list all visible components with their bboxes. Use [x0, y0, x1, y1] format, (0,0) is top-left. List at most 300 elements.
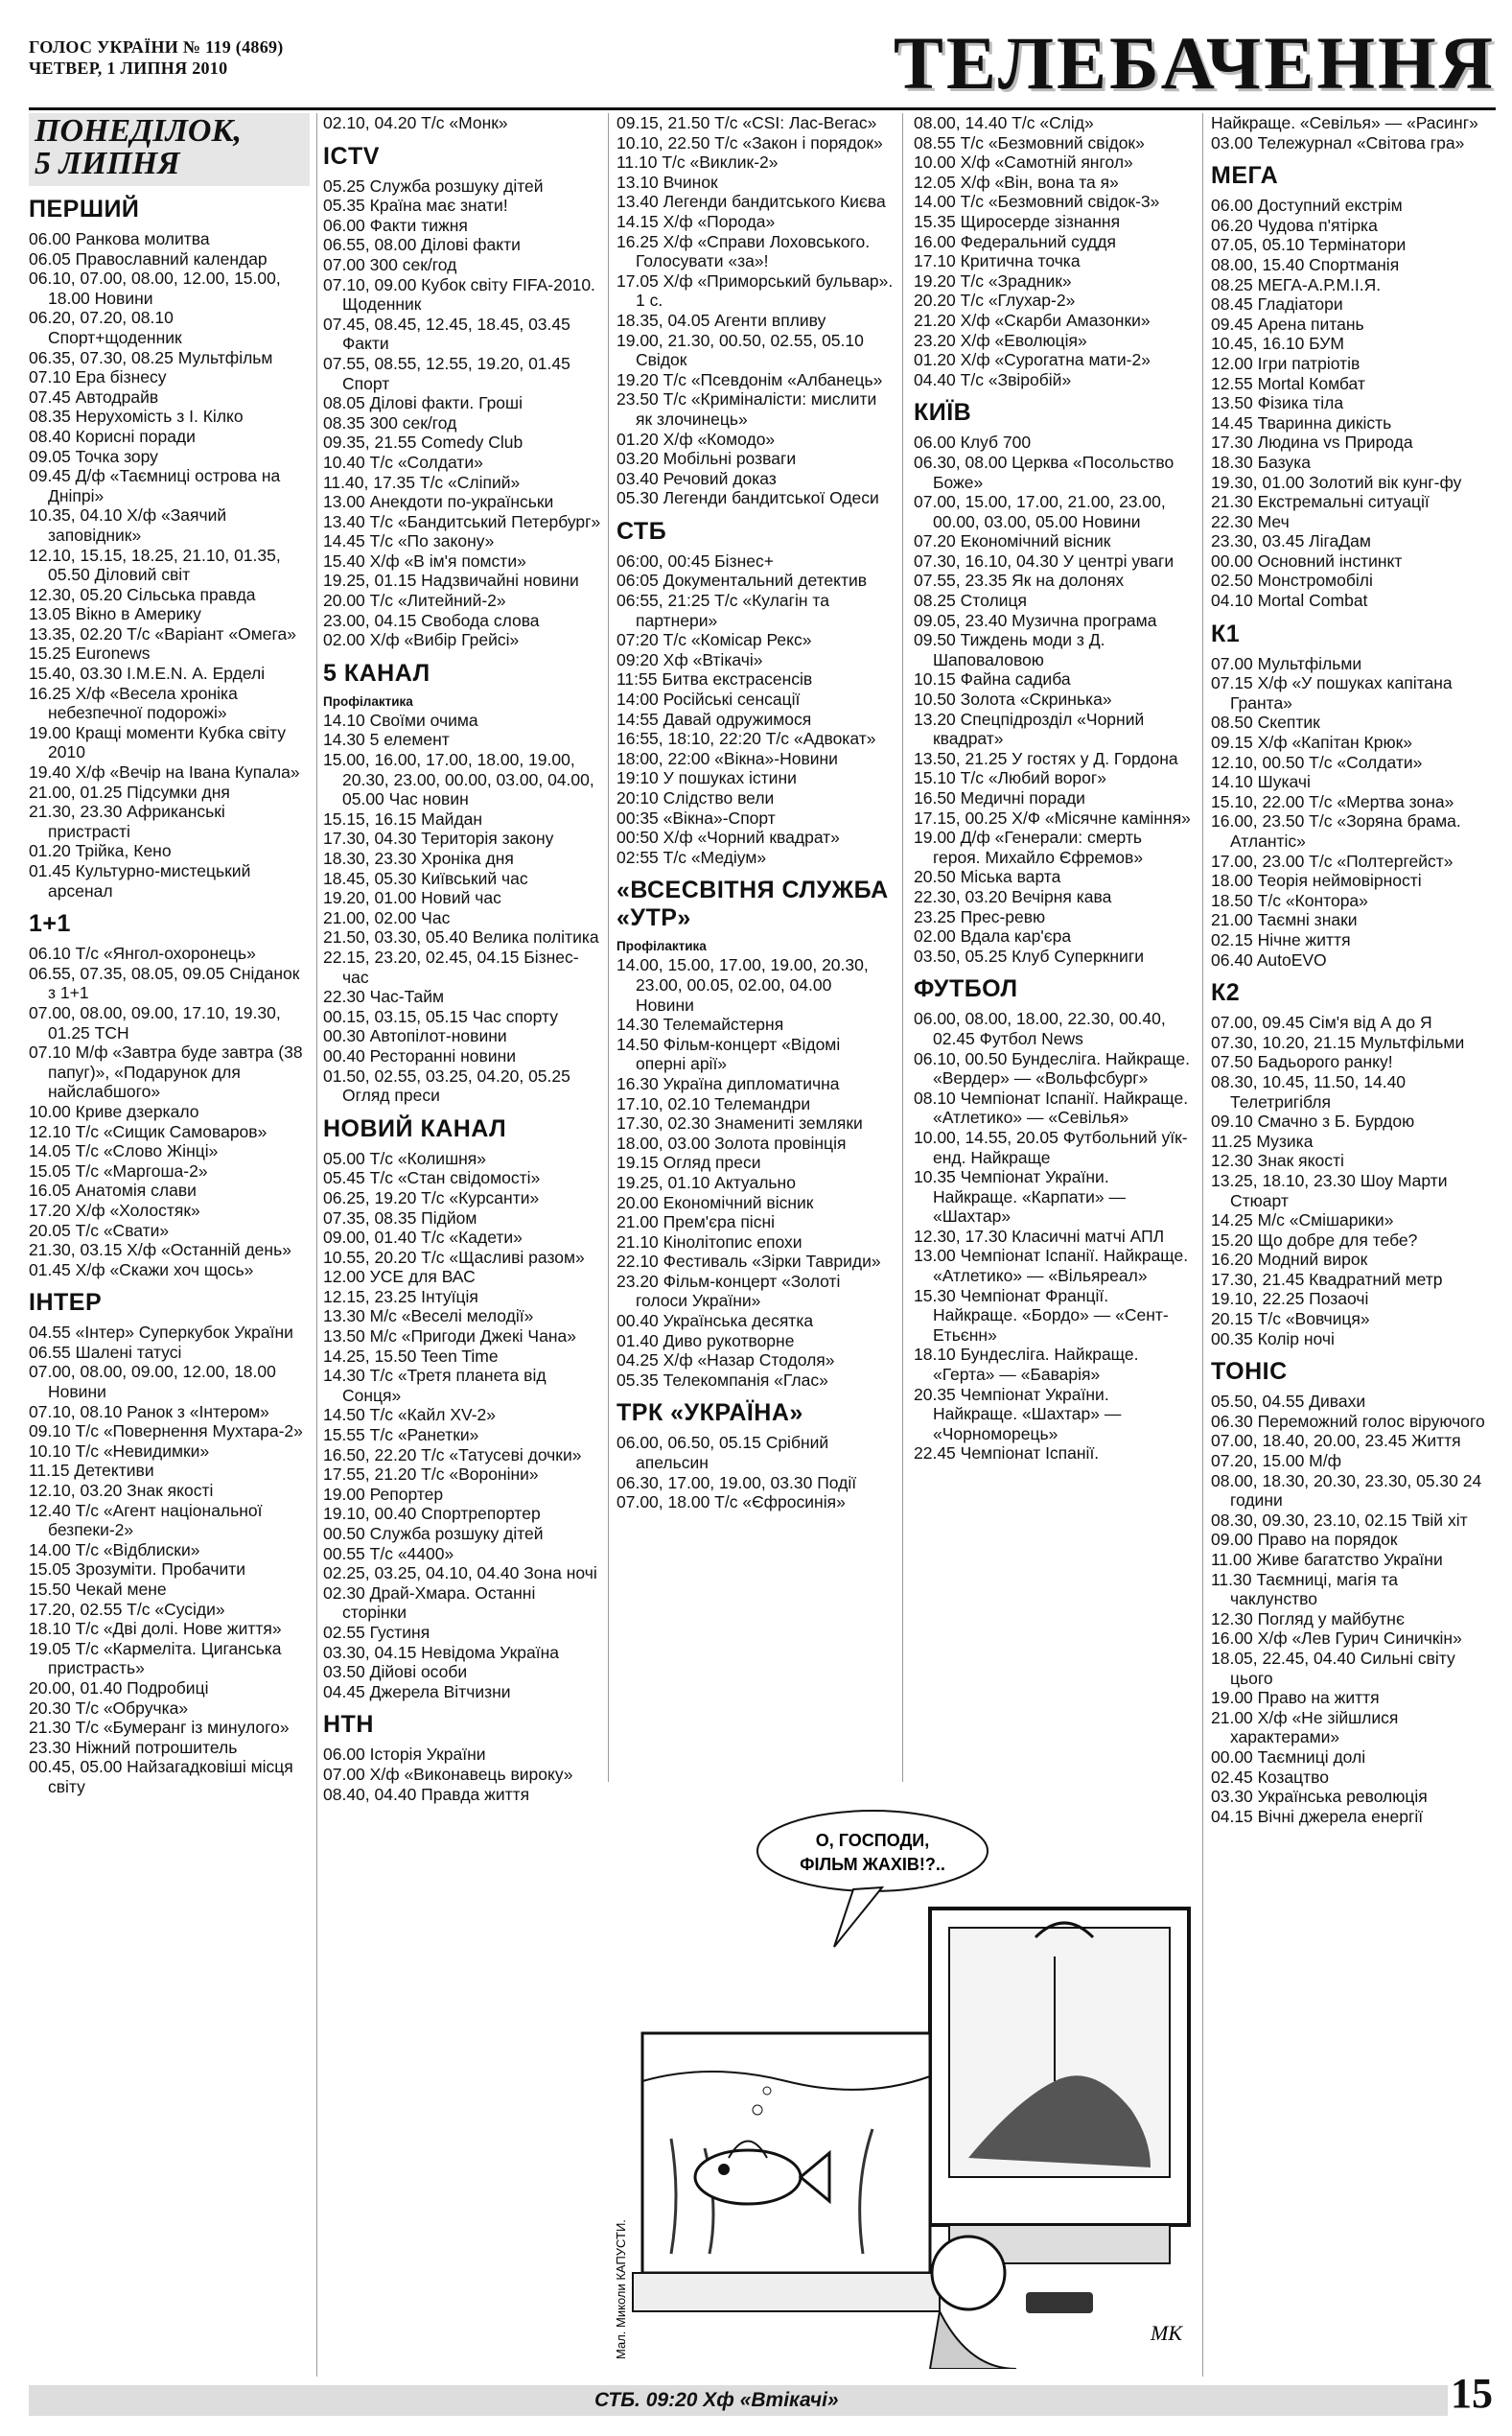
program-listing: 18.10 Бундесліга. Найкраще. «Герта» — «Баварія» — [914, 1345, 1139, 1385]
program-listing: 00.00 Основний інстинкт — [1211, 550, 1403, 571]
program-listing: 08.30, 10.45, 11.50, 14.40 Телетригібля — [1211, 1071, 1407, 1112]
program-listing: 13.10 Вчинок — [616, 172, 718, 192]
program-listing: 14.00 Т/с «Безмовний свідок-3» — [914, 192, 1160, 212]
program-listing: 17.30, 04.30 Територія закону — [323, 829, 554, 849]
program-listing: 02.45 Козацтво — [1211, 1767, 1330, 1787]
program-listing: 01.50, 02.55, 03.25, 04.20, 05.25 Огляд преси — [323, 1066, 570, 1106]
program-listing: 16.00 Х/ф «Лев Гурич Синичкін» — [1211, 1628, 1462, 1649]
program-listing: 22.30, 03.20 Вечірня кава — [914, 886, 1112, 906]
program-listing: 08.25 Столиця — [914, 591, 1027, 611]
program-listing: 07.55, 23.35 Як на долонях — [914, 571, 1125, 591]
program-listing: 07.00 300 сек/год — [323, 254, 457, 274]
program-listing: 19.30, 01.00 Золотий вік кунг-фу — [1211, 472, 1462, 492]
program-listing: 09.15 Х/ф «Капітан Крюк» — [1211, 733, 1412, 753]
program-listing: 19.10, 00.40 Спортрепортер — [323, 1504, 541, 1524]
program-listing: 17.05 Х/ф «Приморський бульвар». 1 с. — [616, 270, 894, 311]
program-listing: 19.20 Т/с «Псевдонім «Албанець» — [616, 369, 883, 389]
program-listing: 13.00 Анекдоти по-українськи — [323, 492, 554, 512]
program-listing: 10.45, 16.10 БУМ — [1211, 334, 1344, 354]
program-listing: 07.35, 08.35 Підйом — [323, 1207, 477, 1228]
program-listing: 06.25, 19.20 Т/с «Курсанти» — [323, 1187, 540, 1207]
channel-note: Профілактика — [616, 939, 707, 954]
program-listing: 19.20 Т/с «Зрадник» — [914, 270, 1072, 291]
program-listing: 23.30 Ніжний потрошитель — [29, 1737, 238, 1757]
program-listing: 14.00, 15.00, 17.00, 19.00, 20.30, 23.00, 00.05, 02.00, 04.00 Новини — [616, 955, 869, 1015]
program-listing: 08.35 Нерухомість з І. Кілко — [29, 407, 244, 427]
program-listing: 18.30 Базука — [1211, 452, 1312, 472]
cartoon — [614, 1793, 1200, 2369]
program-listing: 08.25 МЕГА-А.Р.М.І.Я. — [1211, 274, 1382, 294]
program-listing: 18.00 Теорія неймовірності — [1211, 871, 1422, 891]
program-listing: 03.50 Дійові особи — [323, 1662, 468, 1682]
day-name: ПОНЕДІЛОК, — [35, 113, 243, 149]
program-listing: 10.40 Т/с «Солдати» — [323, 452, 483, 472]
program-listing: 02.55 Густиня — [323, 1622, 430, 1642]
speech-text-line-2: ФІЛЬМ ЖАХІВ!?.. — [800, 1855, 945, 1874]
program-listing: 09.00, 01.40 Т/с «Кадети» — [323, 1228, 523, 1248]
channel-heading: «ВСЕСВІТНЯ СЛУЖБА «УТР» — [616, 877, 889, 932]
program-listing: 12.55 Mortal Комбат — [1211, 373, 1365, 393]
program-listing: 15.50 Чекай мене — [29, 1580, 167, 1599]
program-listing: 23.25 Прес-ревю — [914, 906, 1046, 926]
program-listing: 07.10, 08.10 Ранок з «Інтером» — [29, 1401, 269, 1421]
program-listing: 14.30 5 елемент — [323, 730, 450, 750]
program-listing: 20.00 Т/с «Литейний-2» — [323, 591, 506, 611]
program-listing: 12.05 Х/ф «Він, вона та я» — [914, 172, 1119, 192]
program-listing: 21.00 Х/ф «Не зійшлися характерами» — [1211, 1707, 1399, 1747]
program-listing: 21.10 Кінолітопис епохи — [616, 1231, 803, 1252]
program-listing: 20.05 Т/с «Свати» — [29, 1220, 170, 1240]
program-listing: 08.35 300 сек/год — [323, 412, 457, 433]
channel-note: Профілактика — [323, 693, 413, 709]
program-listing: 10.00, 14.55, 20.05 Футбольний уїк-енд. Найкраще — [914, 1127, 1188, 1167]
program-listing: 15.30 Чемпіонат Франції. Найкраще. «Бордо» — «Сент-Етьєнн» — [914, 1285, 1169, 1345]
program-listing: 15.05 Зрозуміти. Пробачити — [29, 1559, 246, 1580]
program-listing: 09.45 Арена питань — [1211, 314, 1364, 334]
program-listing: 17.15, 00.25 Х/Ф «Місячне каміння» — [914, 808, 1191, 828]
channel-heading: ІНТЕР — [29, 1289, 103, 1317]
program-listing: 07.00, 08.00, 09.00, 17.10, 19.30, 01.25 ТСН — [29, 1002, 281, 1042]
program-listing: 09.10 Т/с «Повернення Мухтара-2» — [29, 1421, 303, 1441]
program-listing: 17.30, 21.45 Квадратний метр — [1211, 1269, 1443, 1289]
program-listing: 12.30 Погляд у майбутнє — [1211, 1608, 1405, 1628]
program-listing: 01.45 Х/ф «Скажи хоч щось» — [29, 1259, 254, 1279]
program-listing: 14.45 Т/с «По закону» — [323, 531, 495, 551]
program-listing: 19.20, 01.00 Новий час — [323, 888, 501, 908]
program-listing: 11.30 Таємниці, магія та чаклунство — [1211, 1569, 1398, 1609]
program-listing: 12.30, 17.30 Класичні матчі АПЛ — [914, 1226, 1165, 1246]
program-listing: 21.00, 01.25 Підсумки дня — [29, 782, 230, 802]
program-listing: 16.50 Медичні поради — [914, 788, 1085, 808]
program-listing: 19.05 Т/с «Кармеліта. Циганська пристрасть» — [29, 1638, 282, 1678]
program-listing: 06.00, 06.50, 05.15 Срібний апельсин — [616, 1433, 829, 1473]
program-listing: 19.25, 01.10 Актуально — [616, 1172, 796, 1192]
program-listing: 09.05, 23.40 Музична програма — [914, 610, 1157, 630]
program-listing: 17.30, 02.30 Знамениті земляки — [616, 1113, 863, 1134]
program-listing: 18.05, 22.45, 04.40 Сильні світу цього — [1211, 1648, 1455, 1688]
program-listing: 16:55, 18:10, 22:20 Т/с «Адвокат» — [616, 729, 876, 749]
program-listing: 05.35 Телекомпанія «Глас» — [616, 1370, 828, 1390]
aquarium-stand — [633, 2273, 940, 2311]
program-listing: 15.15, 16.15 Майдан — [323, 808, 483, 829]
column-divider — [902, 113, 903, 1782]
day-date: 5 ЛИПНЯ — [35, 146, 180, 181]
program-listing: 06:00, 00:45 Бізнес+ — [616, 550, 774, 571]
program-listing: 07.00, 18.40, 20.00, 23.45 Життя — [1211, 1431, 1461, 1451]
program-listing: 13.40 Легенди бандитського Києва — [616, 192, 886, 212]
program-listing: 13.20 Спецпідрозділ «Чорний квадрат» — [914, 709, 1145, 749]
program-listing: 02.00 Вдала кар'єра — [914, 926, 1072, 947]
channel-heading: МЕГА — [1211, 162, 1279, 190]
program-listing: 23.00, 04.15 Свобода слова — [323, 610, 540, 630]
program-listing: 03.50, 05.25 Клуб Суперкниги — [914, 946, 1144, 966]
channel-heading: 5 КАНАЛ — [323, 659, 430, 687]
day-header — [29, 113, 310, 186]
program-listing: 07.15 Х/ф «У пошуках капітана Гранта» — [1211, 673, 1453, 713]
program-listing: 10.00 Х/ф «Самотній янгол» — [914, 152, 1133, 173]
program-listing: 13.00 Чемпіонат Іспанії. Найкраще. «Атлетико» — «Вільяреал» — [914, 1246, 1189, 1286]
program-listing: 01.20 Х/ф «Комодо» — [616, 429, 776, 449]
program-listing: 10.35, 04.10 Х/ф «Заячий заповідник» — [29, 505, 227, 545]
program-listing: 07.45, 08.45, 12.45, 18.45, 03.45 Факти — [323, 314, 570, 354]
program-listing: 14.05 Т/с «Слово Жінці» — [29, 1141, 219, 1161]
program-listing: 21.50, 03.30, 05.40 Велика політика — [323, 927, 599, 948]
program-listing: 18.30, 23.30 Хроніка дня — [323, 849, 514, 868]
program-listing: 06.40 AutoEVO — [1211, 949, 1327, 970]
program-listing: 08.55 Т/с «Безмовний свідок» — [914, 132, 1145, 152]
program-listing: 18.45, 05.30 Київський час — [323, 868, 528, 888]
program-listing: 12.00 Ігри патріотів — [1211, 353, 1361, 373]
program-listing: 08.30, 09.30, 23.10, 02.15 Твій хіт — [1211, 1510, 1468, 1530]
section-title: ТЕЛЕБАЧЕННЯ — [893, 21, 1496, 105]
program-listing: 21.20 Х/ф «Скарби Амазонки» — [914, 310, 1151, 330]
program-listing: 21.00 Прем'єра пісні — [616, 1212, 775, 1232]
program-listing: 14.30 Т/с «Третя планета від Сонця» — [323, 1366, 547, 1405]
column-4 — [914, 113, 1192, 1782]
channel-heading: СТБ — [616, 517, 667, 545]
program-listing: 21.30, 03.15 Х/ф «Останній день» — [29, 1240, 291, 1260]
program-listing: 06.05 Православний календар — [29, 248, 268, 269]
program-listing: 20.35 Чемпіонат України. Найкраще. «Шахтар» — «Чорноморець» — [914, 1384, 1122, 1443]
program-listing: 16.25 Х/ф «Справи Лоховського. Голосувати «за»! — [616, 231, 871, 271]
cartoon-signature: МК — [1151, 2321, 1182, 2345]
program-listing: Найкраще. «Севілья» — «Расинг» — [1211, 113, 1478, 132]
program-listing: 06.55 Шалені татусі — [29, 1342, 182, 1362]
program-listing: 15.35 Щиросерде зізнання — [914, 211, 1121, 231]
program-listing: 12.10 Т/с «Сищик Самоваров» — [29, 1121, 268, 1141]
program-listing: 22.10 Фестиваль «Зірки Тавриди» — [616, 1252, 881, 1272]
program-listing: 00.50 Служба розшуку дітей — [323, 1524, 544, 1543]
program-listing: 22.45 Чемпіонат Іспанії. — [914, 1443, 1100, 1464]
program-listing: 17.55, 21.20 Т/с «Вороніни» — [323, 1464, 539, 1485]
program-listing: 02.50 Монстромобілі — [1211, 571, 1373, 591]
program-listing: 00.55 Т/с «4400» — [323, 1543, 454, 1563]
channel-heading: ТОНІС — [1211, 1358, 1288, 1386]
program-listing: 14.15 Х/ф «Порода» — [616, 211, 776, 231]
program-listing: 09.50 Тиждень моди з Д. Шаповаловою — [914, 630, 1105, 669]
program-listing: 17.30 Людина vs Природа — [1211, 433, 1413, 453]
column-5 — [1211, 113, 1489, 2377]
program-listing: 09.00 Право на порядок — [1211, 1530, 1398, 1550]
channel-heading: ФУТБОЛ — [914, 975, 1018, 1003]
program-listing: 00:35 «Вікна»-Спорт — [616, 808, 776, 828]
program-listing: 07.55, 08.55, 12.55, 19.20, 01.45 Спорт — [323, 353, 570, 393]
program-listing: 07.20, 15.00 М/ф — [1211, 1451, 1342, 1471]
program-listing: 21.30 Екстремальні ситуації — [1211, 492, 1430, 512]
program-listing: 12.10, 03.20 Знак якості — [29, 1481, 214, 1501]
program-listing: 19.00 Право на життя — [1211, 1688, 1380, 1708]
program-listing: 08.00, 15.40 Спортманія — [1211, 254, 1400, 274]
program-listing: 09.05 Точка зору — [29, 446, 158, 466]
program-listing: 15.10, 22.00 Т/с «Мертва зона» — [1211, 791, 1454, 811]
program-listing: 20.50 Міська варта — [914, 867, 1061, 887]
program-listing: 14.30 Телемайстерня — [616, 1015, 784, 1035]
program-listing: 21.30 Т/с «Бумеранг із минулого» — [29, 1718, 290, 1738]
column-divider — [608, 113, 609, 1782]
program-listing: 02.00 Х/ф «Вибір Грейсі» — [323, 630, 520, 650]
program-listing: 00:50 Х/ф «Чорний квадрат» — [616, 828, 840, 848]
program-listing: 06.20 Чудова п'ятірка — [1211, 215, 1378, 235]
program-listing: 14.50 Фільм-концерт «Відомі оперні арії» — [616, 1034, 841, 1074]
program-listing: 07.00, 08.00, 09.00, 12.00, 18.00 Новини — [29, 1362, 276, 1402]
fish-icon — [695, 2150, 801, 2204]
program-listing: 23.20 Фільм-концерт «Золоті голоси України» — [616, 1271, 841, 1311]
program-listing: 21.30, 23.30 Африканські пристрасті — [29, 802, 225, 841]
program-listing: 16.00, 23.50 Т/с «Зоряна брама. Атлантіс» — [1211, 811, 1461, 851]
date-line: ЧЕТВЕР, 1 ЛИПНЯ 2010 — [29, 59, 228, 78]
program-listing: 01.20 Трійка, Кено — [29, 841, 172, 861]
program-listing: 06:05 Документальний детектив — [616, 571, 868, 591]
program-listing: 07.50 Бадьорого ранку! — [1211, 1052, 1393, 1072]
aquarium — [642, 2033, 930, 2273]
program-listing: 14.45 Тваринна дикість — [1211, 412, 1392, 433]
program-listing: 16.20 Модний вирок — [1211, 1250, 1368, 1270]
program-listing: 20.30 Т/с «Обручка» — [29, 1698, 189, 1718]
masthead-rule — [29, 107, 1496, 110]
program-listing: 13.25, 18.10, 23.30 Шоу Марти Стюарт — [1211, 1170, 1448, 1210]
program-listing: 08.45 Гладіатори — [1211, 294, 1343, 315]
program-listing: 12.10, 00.50 Т/с «Солдати» — [1211, 752, 1423, 772]
program-listing: 07.05, 05.10 Термінатори — [1211, 235, 1407, 255]
program-listing: 10.10, 22.50 Т/с «Закон і порядок» — [616, 132, 883, 152]
program-listing: 06.00 Історія України — [323, 1745, 486, 1765]
program-listing: 19.15 Огляд преси — [616, 1153, 761, 1173]
program-listing: 01.20 Х/ф «Сурогатна мати-2» — [914, 350, 1151, 370]
program-listing: 10.10 Т/с «Невидимки» — [29, 1441, 210, 1461]
program-listing: 15.40 Х/ф «В ім'я помсти» — [323, 550, 526, 571]
program-listing: 17.10, 02.10 Телемандри — [616, 1093, 811, 1113]
program-listing: 14.10 Шукачі — [1211, 772, 1311, 792]
program-listing: 13.35, 02.20 Т/с «Варіант «Омега» — [29, 623, 296, 644]
program-listing: 04.25 Х/ф «Назар Стодоля» — [616, 1350, 835, 1370]
program-listing: 20.00 Економічний вісник — [616, 1192, 814, 1212]
program-listing: 23.30, 03.45 ЛігаДам — [1211, 531, 1371, 551]
program-listing: 17.10 Критична точка — [914, 251, 1081, 271]
program-listing: 21.00 Таємні знаки — [1211, 910, 1358, 930]
channel-heading: К1 — [1211, 620, 1241, 647]
program-listing: 09.15, 21.50 Т/с «CSI: Лас-Вегас» — [616, 113, 877, 132]
program-listing: 18.50 Т/с «Контора» — [1211, 890, 1368, 910]
program-listing: 02.30 Драй-Хмара. Останні сторінки — [323, 1582, 536, 1623]
program-listing: 08.50 Скептик — [1211, 713, 1320, 733]
speech-bubble — [757, 1811, 988, 1891]
program-listing: 20.00, 01.40 Подробиці — [29, 1677, 209, 1698]
program-listing: 14.50 Т/с «Кайл XV-2» — [323, 1405, 496, 1425]
program-listing: 06:55, 21:25 Т/с «Кулагін та партнери» — [616, 591, 829, 630]
program-listing: 06.10, 00.50 Бундесліга. Найкраще. «Вердер» — «Вольфсбург» — [914, 1048, 1190, 1089]
program-listing: 21.00, 02.00 Час — [323, 907, 451, 927]
channel-heading: НОВИЙ КАНАЛ — [323, 1114, 507, 1142]
program-listing: 14:55 Давай одружимося — [616, 709, 812, 729]
column-1 — [29, 113, 310, 2377]
program-listing: 20:10 Слідство вели — [616, 788, 775, 808]
program-listing: 10.55, 20.20 Т/с «Щасливі разом» — [323, 1247, 585, 1267]
program-listing: 07.00, 15.00, 17.00, 21.00, 23.00, 00.00, 03.00, 05.00 Новини — [914, 492, 1166, 531]
program-listing: 10.15 Файна садиба — [914, 669, 1071, 690]
program-listing: 08.10 Чемпіонат Іспанії. Найкраще. «Атлетико» — «Севілья» — [914, 1088, 1189, 1128]
program-listing: 03.40 Речовий доказ — [616, 468, 777, 488]
program-listing: 20.20 Т/с «Глухар-2» — [914, 291, 1076, 311]
publication-line: ГОЛОС УКРАЇНИ № 119 (4869) — [29, 37, 284, 57]
program-listing: 02.15 Нічне життя — [1211, 929, 1351, 949]
program-listing: 08.05 Ділові факти. Гроші — [323, 393, 523, 413]
program-listing: 19.00 Кращі моменти Кубка світу 2010 — [29, 722, 287, 762]
program-listing: 14.25, 15.50 Teen Time — [323, 1346, 499, 1366]
program-listing: 00.15, 03.15, 05.15 Час спорту — [323, 1006, 558, 1026]
program-listing: 16.50, 22.20 Т/с «Татусеві дочки» — [323, 1444, 582, 1464]
program-listing: 02.25, 03.25, 04.10, 04.40 Зона ночі — [323, 1563, 597, 1583]
program-listing: 19.00 Репортер — [323, 1484, 444, 1504]
program-listing: 06.20, 07.20, 08.10 Спорт+щоденник — [29, 308, 182, 347]
speech-text-line-1: О, ГОСПОДИ, — [815, 1831, 930, 1850]
column-3 — [616, 113, 895, 1782]
program-listing: 13.50 М/с «Пригоди Джекі Чана» — [323, 1326, 576, 1347]
program-listing: 13.50, 21.25 У гостях у Д. Гордона — [914, 748, 1178, 768]
program-listing: 14:00 Російські сенсації — [616, 690, 801, 710]
program-listing: 10.00 Криве дзеркало — [29, 1101, 199, 1121]
program-listing: 06.10, 07.00, 08.00, 12.00, 15.00, 18.00 Новини — [29, 269, 281, 308]
program-listing: 22.15, 23.20, 02.45, 04.15 Бізнес-час — [323, 947, 579, 987]
viewer-head — [932, 2237, 1005, 2309]
program-listing: 17.20 Х/ф «Холостяк» — [29, 1200, 200, 1220]
program-listing: 06.30 Переможний голос віруючого — [1211, 1411, 1485, 1431]
program-listing: 06.00 Факти тижня — [323, 215, 468, 235]
program-listing: 07.00 Мультфільми — [1211, 653, 1362, 673]
program-listing: 07.30, 10.20, 21.15 Мультфільми — [1211, 1032, 1465, 1052]
program-listing: 19.40 Х/ф «Вечір на Івана Купала» — [29, 762, 300, 783]
program-listing: 08.40, 04.40 Правда життя — [323, 1784, 530, 1804]
program-listing: 00.40 Українська десятка — [616, 1311, 814, 1331]
channel-heading: ПЕРШИЙ — [29, 196, 140, 223]
column-2 — [323, 113, 601, 2377]
channel-heading: К2 — [1211, 979, 1241, 1007]
program-listing: 07.00, 18.00 Т/с «Єфросинія» — [616, 1492, 846, 1512]
program-listing: 17.20, 02.55 Т/с «Сусіди» — [29, 1599, 225, 1619]
program-listing: 08.00, 14.40 Т/с «Слід» — [914, 113, 1094, 132]
program-listing: 12.15, 23.25 Інтуїція — [323, 1286, 478, 1306]
program-listing: 14.25 М/с «Смішарики» — [1211, 1210, 1394, 1230]
publication-info — [29, 36, 284, 79]
program-listing: 06.55, 07.35, 08.05, 09.05 Сніданок з 1+1 — [29, 963, 300, 1003]
program-listing: 08.00, 18.30, 20.30, 23.30, 05.30 24 години — [1211, 1470, 1482, 1511]
program-listing: 06.00 Доступний екстрім — [1211, 196, 1403, 216]
page-number: 15 — [1451, 2370, 1493, 2417]
program-listing: 06.10 Т/с «Янгол-охоронець» — [29, 944, 256, 964]
program-listing: 14.10 Своїми очима — [323, 710, 478, 730]
masthead — [29, 21, 1496, 107]
program-listing: 06.00, 08.00, 18.00, 22.30, 00.40, 02.45 Футбол News — [914, 1009, 1166, 1048]
program-listing: 18.35, 04.05 Агенти впливу — [616, 310, 826, 330]
program-listing: 06.00 Клуб 700 — [914, 433, 1032, 453]
program-listing: 05.45 Т/с «Стан свідомості» — [323, 1168, 541, 1188]
program-listing: 11.25 Музика — [1211, 1131, 1314, 1151]
program-listing: 18.00, 03.00 Золота провінція — [616, 1133, 847, 1153]
program-listing: 03.30 Українська революція — [1211, 1787, 1428, 1807]
remote-control-icon — [1026, 2292, 1093, 2313]
program-listing: 00.00 Таємниці долі — [1211, 1746, 1366, 1767]
program-listing: 16.25 Х/ф «Весела хроніка небезпечної подорожі» — [29, 683, 238, 723]
program-listing: 10.35 Чемпіонат України. Найкраще. «Карпати» — «Шахтар» — [914, 1167, 1127, 1227]
program-listing: 15.40, 03.30 І.М.Е.N. А. Ерделі — [29, 664, 266, 684]
program-listing: 00.35 Колір ночі — [1211, 1328, 1335, 1348]
program-listing: 19.25, 01.15 Надзвичайні новини — [323, 571, 579, 591]
program-listing: 06.35, 07.30, 08.25 Мультфільм — [29, 347, 273, 367]
program-listing: 05.35 Країна має знати! — [323, 196, 508, 216]
channel-heading: ТРК «УКРАЇНА» — [616, 1399, 803, 1427]
program-listing: 00.40 Ресторанні новини — [323, 1045, 517, 1066]
program-listing: 01.45 Культурно-мистецький арсенал — [29, 861, 251, 901]
program-listing: 00.45, 05.00 Найзагадковіші місця світу — [29, 1757, 293, 1796]
program-listing: 07.20 Економічний вісник — [914, 531, 1111, 551]
program-listing: 18.10 Т/с «Дві долі. Нове життя» — [29, 1619, 282, 1639]
program-listing: 13.30 М/с «Веселі мелодії» — [323, 1306, 534, 1326]
program-listing: 19.10, 22.25 Позаочі — [1211, 1289, 1369, 1309]
program-listing: 06.55, 08.00 Ділові факти — [323, 235, 521, 255]
channel-heading: 1+1 — [29, 910, 71, 938]
program-listing: 12.30 Знак якості — [1211, 1151, 1344, 1171]
program-listing: 11.15 Детективи — [29, 1461, 154, 1481]
column-divider — [316, 113, 317, 2377]
program-listing: 04.55 «Інтер» Суперкубок України — [29, 1323, 293, 1343]
program-listing: 07.00, 09.45 Сім'я від А до Я — [1211, 1013, 1432, 1033]
program-listing: 07.00 Х/ф «Виконавець вироку» — [323, 1764, 573, 1784]
program-listing: 15.10 Т/с «Любий ворог» — [914, 768, 1107, 788]
program-listing: 06.00 Ранкова молитва — [29, 229, 210, 248]
program-listing: 16.00 Федеральний суддя — [914, 231, 1116, 251]
program-listing: 04.45 Джерела Вітчизни — [323, 1681, 511, 1701]
program-listing: 19.00, 21.30, 00.50, 02.55, 05.10 Свідок — [616, 330, 864, 370]
program-listing: 10.50 Золота «Скринька» — [914, 690, 1112, 710]
program-listing: 05.00 Т/с «Колишня» — [323, 1148, 486, 1168]
program-listing: 02:55 Т/с «Медіум» — [616, 847, 767, 867]
program-listing: 04.15 Вічні джерела енергії — [1211, 1806, 1424, 1826]
program-listing: 22.30 Час-Тайм — [323, 987, 445, 1007]
program-listing: 11:55 Битва екстрасенсів — [616, 669, 813, 690]
program-listing: 17.00, 23.00 Т/с «Полтергейст» — [1211, 851, 1454, 871]
program-listing: 12.30, 05.20 Сільська правда — [29, 584, 256, 604]
program-listing: 02.10, 04.20 Т/с «Монк» — [323, 113, 508, 132]
program-listing: 03.30, 04.15 Невідома Україна — [323, 1642, 560, 1662]
program-listing: 12.10, 15.15, 18.25, 21.10, 01.35, 05.50 Діловий світ — [29, 545, 281, 585]
program-listing: 11.00 Живе багатство України — [1211, 1550, 1443, 1569]
program-listing: 19:10 У пошуках істини — [616, 768, 797, 788]
program-listing: 15.05 Т/с «Маргоша-2» — [29, 1160, 208, 1181]
program-listing: 16.05 Анатомія слави — [29, 1181, 197, 1201]
program-listing: 06.30, 08.00 Церква «Посольство Боже» — [914, 452, 1175, 492]
program-listing: 05.50, 04.55 Дивахи — [1211, 1392, 1366, 1412]
program-listing: 06.30, 17.00, 19.00, 03.30 Події — [616, 1472, 857, 1492]
program-listing: 07.30, 16.10, 04.30 У центрі уваги — [914, 550, 1175, 571]
